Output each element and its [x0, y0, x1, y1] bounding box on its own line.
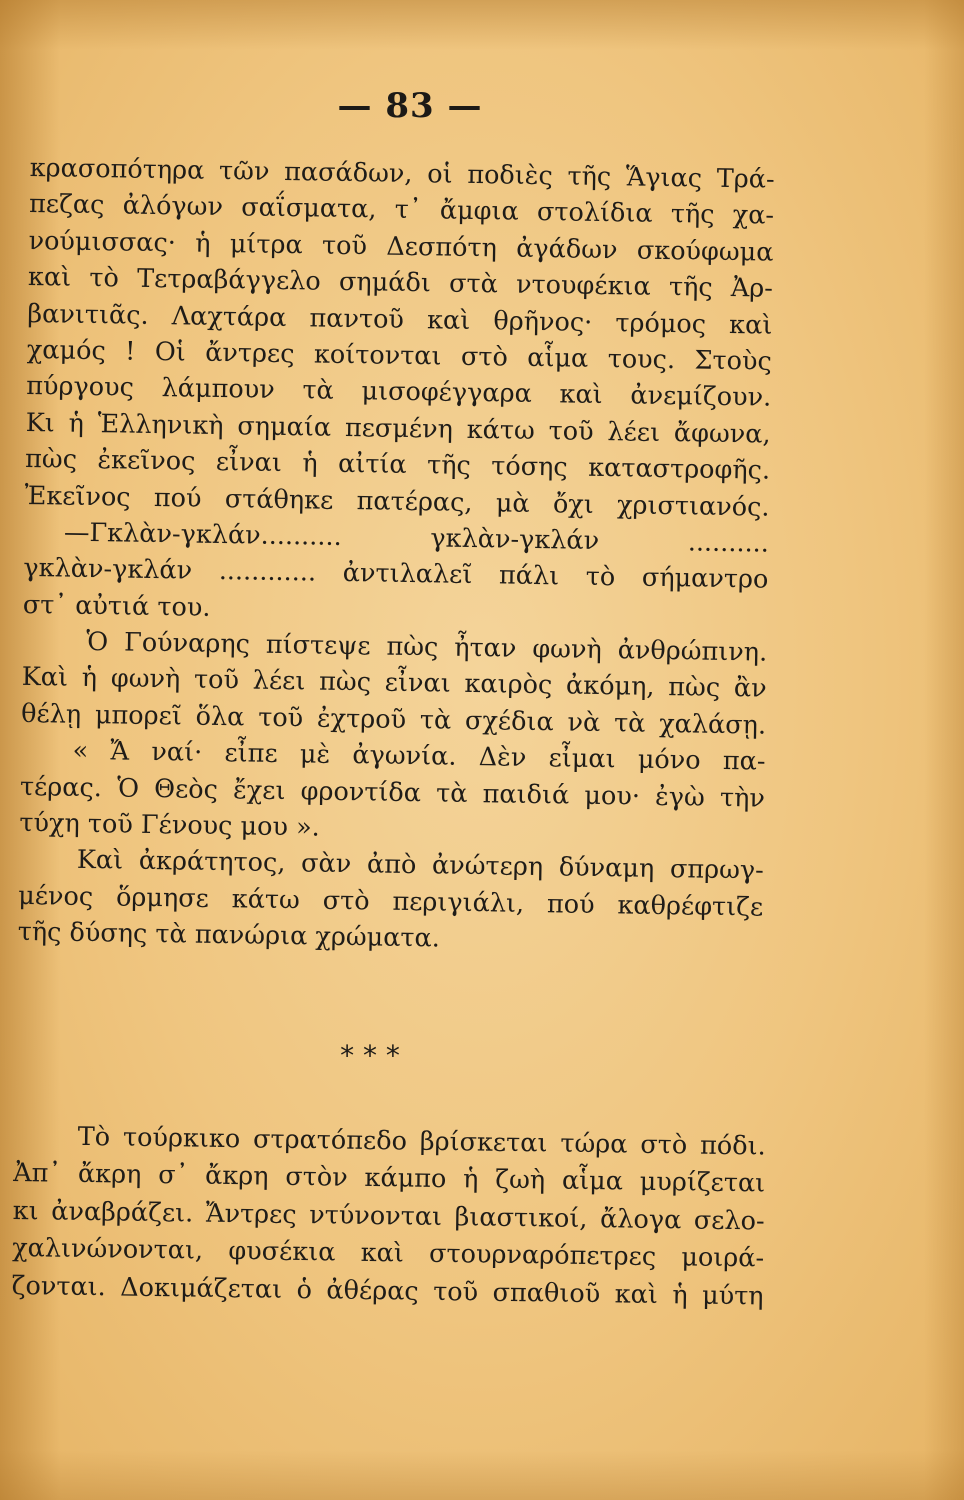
text-line: ζονται. Δοκιμάζεται ὁ ἀθέρας τοῦ σπαθιοῦ καὶ ἡ μύτη [11, 1270, 764, 1312]
text-line: τέρας. Ὁ Θεὸς ἔχει φροντίδα τὰ παιδιά μου· ἐγὼ τὴν [19, 771, 766, 814]
text-line: πὼς ἐκεῖνος εἶναι ἡ αἰτία τῆς τόσης καταστροφῆς. [24, 444, 771, 486]
text-line: κι ἀναβράζει. Ἄντρες ντύνονται βιαστικοί, ἄλογα σελο- [12, 1195, 765, 1237]
text-line: πύργους λάμπουν τὰ μισοφέγγαρα καὶ ἀνεμίζουν. [26, 371, 772, 414]
main-text-block [17, 150, 774, 962]
text-line: —Γκλὰν-γκλάν.......... γκλὰν-γκλάν .......... [63, 517, 770, 559]
text-line: γκλὰν-γκλάν ............ ἀντιλαλεῖ πάλι τὸ σήμαντρο [23, 553, 769, 595]
text-line: κρασοπότηρα τῶν πασάδων, οἱ ποδιὲς τῆς Ἅγιας Τρά- [29, 152, 775, 195]
text-line: νούμισσας· ἡ μίτρα τοῦ Δεσπότη ἀγάδων σκούφωμα [28, 225, 774, 268]
text-line: καὶ τὸ Τετραβάγγελο σημάδι στὰ ντουφέκια τῆς Ἀρ- [27, 262, 774, 304]
text-line: χαλινώνονται, φυσέκια καὶ στουρναρόπετρες μοιρά- [11, 1233, 765, 1274]
text-line: βανιτιᾶς. Λαχτάρα παντοῦ καὶ θρῆνος· τρόμος καὶ [27, 298, 773, 341]
text-line: θέλῃ μπορεῖ ὅλα τοῦ ἐχτροῦ τὰ σχέδια νὰ τὰ χαλάσῃ. [20, 698, 767, 741]
text-line: μένος ὅρμησε κάτω στὸ περιγιάλι, πού καθρέφτιζε [18, 880, 764, 923]
text-line: στ᾿ αὐτιά του. [22, 589, 211, 623]
text-line: « Ἄ ναί· εἶπε μὲ ἀγωνία. Δὲν εἶμαι μόνο πα- [72, 735, 766, 777]
second-text-block [11, 1118, 766, 1315]
page-number: — 83 — [337, 86, 483, 126]
text-line: πεζας ἀλόγων σαΐσματα, τ᾿ ἄμφια στολίδια τῆς χα- [28, 189, 775, 232]
text-line: Ὁ Γούναρης πίστεψε πὼς ἦταν φωνὴ ἀνθρώπινη. [86, 627, 768, 668]
text-line: χαμός ! Οἱ ἄντρες κοίτονται στὸ αἷμα τους. Στοὺς [26, 334, 773, 377]
text-line: Κι ἡ Ἑλληνικὴ σημαία πεσμένη κάτω τοῦ λέει ἄφωνα, [25, 407, 771, 450]
text-line: τῆς δύσης τὰ πανώρια χρώματα. [17, 917, 441, 954]
text-line: Τὸ τούρκικο στρατόπεδο βρίσκεται τώρα στὸ πόδι. [77, 1121, 766, 1162]
text-line: Ἐκεῖνος πού στάθηκε πατέρας, μὰ ὄχι χριστιανός. [24, 480, 770, 523]
section-separator: * * * [340, 1039, 400, 1072]
text-line: Ἀπ᾿ ἄκρη σ᾿ ἄκρη στὸν κάμπο ἡ ζωὴ αἷμα μυρίζεται [13, 1158, 766, 1199]
text-line: Καὶ ἀκράτητος, σὰν ἀπὸ ἀνώτερη δύναμη σπρωγ- [76, 845, 765, 887]
text-line: τύχη τοῦ Γένους μου ». [19, 807, 321, 843]
text-line: Καὶ ἡ φωνὴ τοῦ λέει πὼς εἶναι καιρὸς ἀκόμη, πὼς ἂν [21, 662, 767, 705]
